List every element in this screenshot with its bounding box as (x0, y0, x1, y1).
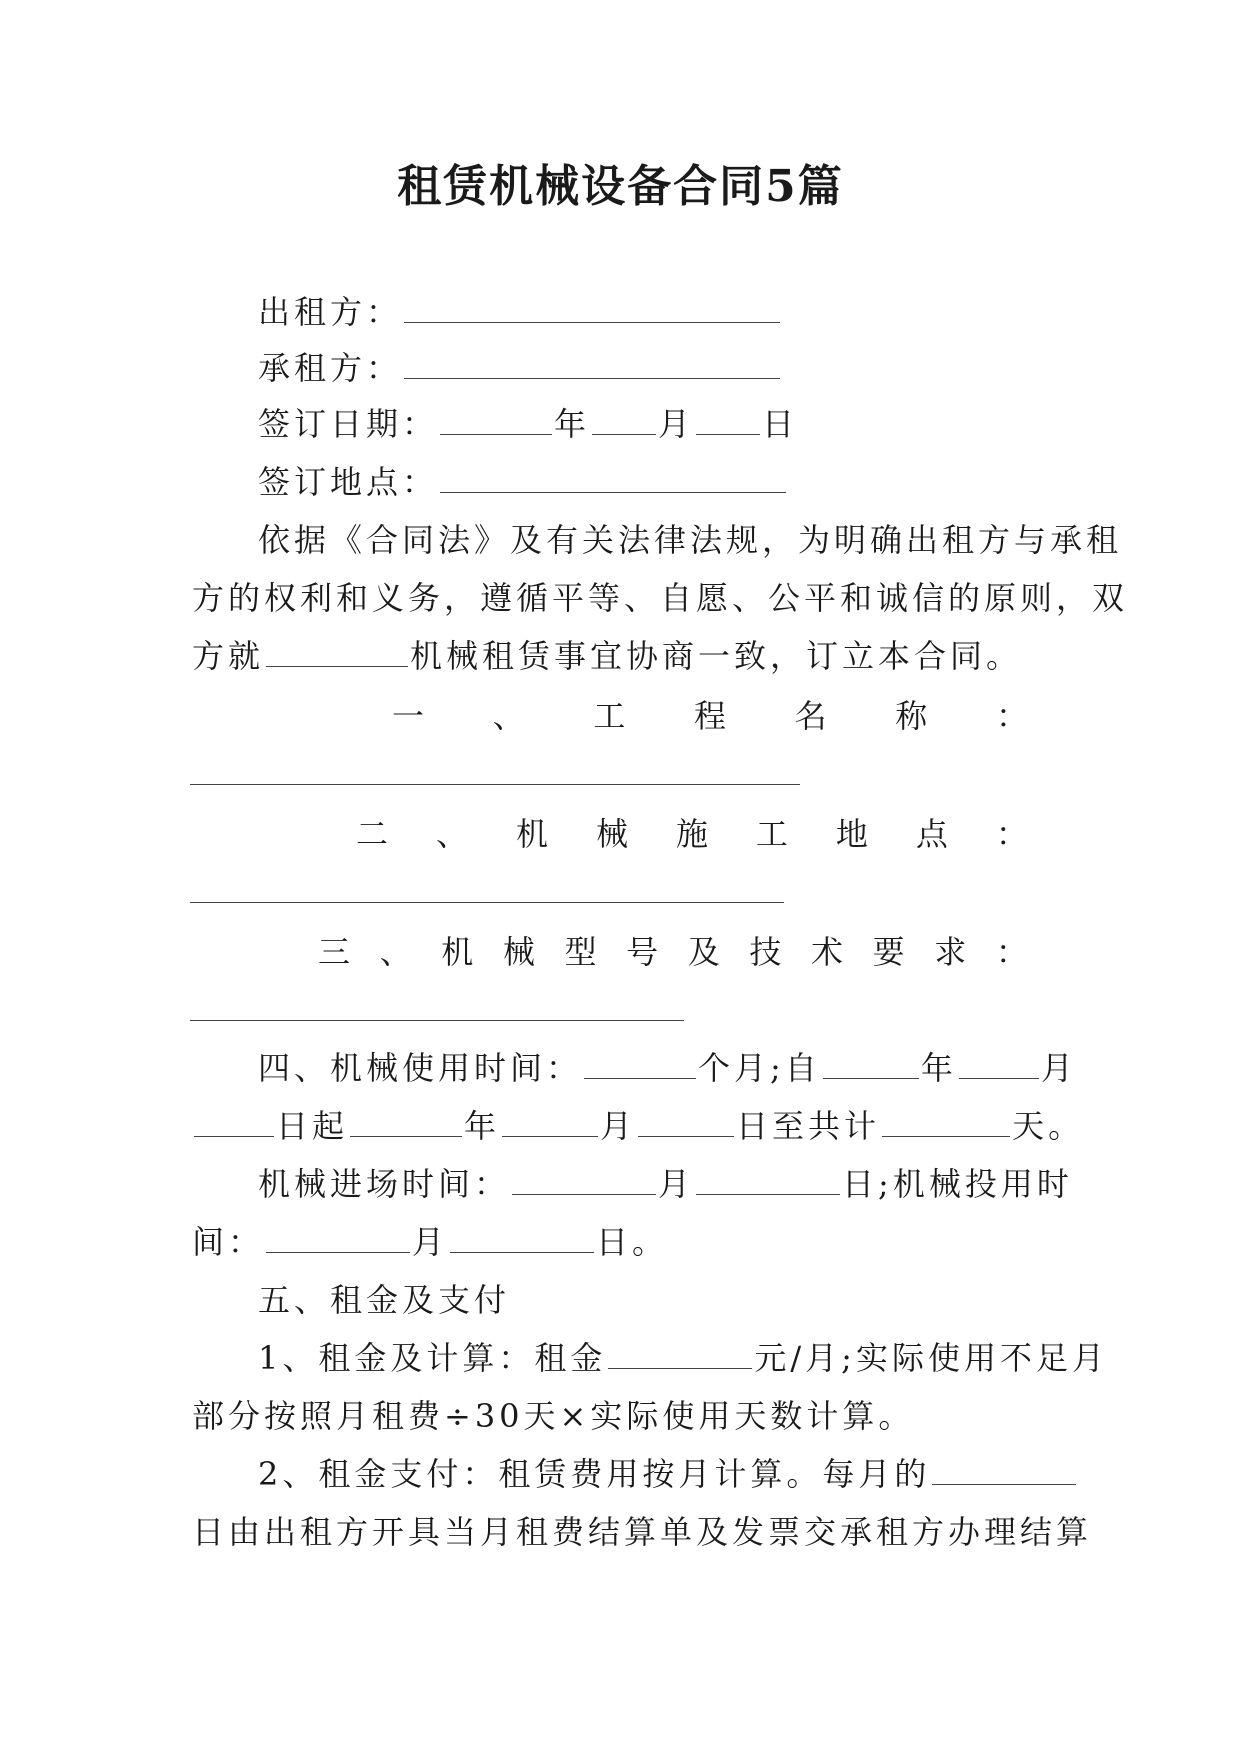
payment-day-blank[interactable] (932, 1454, 1076, 1485)
end-month-label: 月 (600, 1107, 637, 1145)
s3-char: 、 (379, 933, 412, 971)
s3-char: 号 (626, 933, 659, 971)
s2-char: 二 (356, 815, 389, 853)
section-3-heading (318, 930, 1028, 974)
entry-month-blank[interactable] (512, 1164, 656, 1195)
sign-day-blank[interactable] (696, 404, 760, 435)
intro-line-3-end: 机械租赁事宜协商一致，订立本合同。 (410, 637, 1023, 675)
s3-char: 三 (318, 933, 351, 971)
sign-date-line (258, 402, 1052, 446)
construction-site-blank[interactable] (190, 902, 784, 903)
s1-char: 称 (895, 697, 928, 735)
entry-day-label: 日;机械投用时 (842, 1165, 1073, 1203)
lessee-line (258, 346, 1052, 390)
start-month-blank[interactable] (959, 1048, 1039, 1079)
rent-calc-line-1 (258, 1336, 1108, 1380)
s1-char: 程 (693, 697, 726, 735)
s3-char: ： (995, 933, 1028, 971)
s1-char: ： (995, 697, 1028, 735)
s3-char: 械 (502, 933, 535, 971)
rent-calc-line-2: 部分按照月租费÷30天×实际使用天数计算。 (192, 1397, 915, 1435)
start-year-blank[interactable] (823, 1048, 919, 1079)
months-from-label: 个月;自 (698, 1049, 821, 1087)
commission-day-blank[interactable] (450, 1222, 594, 1253)
section-1-heading (392, 694, 1028, 738)
end-year-blank[interactable] (350, 1106, 462, 1137)
section-5-heading: 五、租金及支付 (258, 1281, 511, 1319)
end-day-blank[interactable] (638, 1106, 734, 1137)
lessor-blank[interactable] (404, 292, 780, 323)
days-label: 天。 (1012, 1107, 1085, 1145)
day-label: 日 (762, 405, 799, 443)
lessor-label: 出租方： (258, 293, 403, 331)
end-day-total-label: 日至共计 (736, 1107, 881, 1145)
usage-time-line-2 (192, 1104, 1085, 1148)
model-requirements-blank[interactable] (190, 1020, 684, 1021)
start-year-label: 年 (920, 1049, 957, 1087)
sign-place-blank[interactable] (440, 462, 786, 493)
monthly-rent-blank[interactable] (608, 1338, 752, 1369)
s1-char: 、 (492, 697, 525, 735)
machine-name-blank[interactable] (266, 636, 408, 667)
document-title: 租赁机械设备合同5篇 (397, 161, 844, 212)
s2-char: 、 (435, 815, 468, 853)
usage-time-line-1 (258, 1046, 1077, 1090)
lessee-blank[interactable] (404, 348, 780, 379)
rent-payment-label: 2、租金支付：租赁费用按月计算。每月的 (258, 1455, 931, 1493)
end-month-blank[interactable] (502, 1106, 598, 1137)
months-blank[interactable] (584, 1048, 696, 1079)
intro-line-2: 方的权利和义务，遵循平等、自愿、公平和诚信的原则，双 (192, 579, 1129, 617)
entry-time-label: 机械进场时间： (258, 1165, 511, 1203)
rent-calc-label: 1、租金及计算：租金 (258, 1339, 607, 1377)
s2-char: 工 (755, 815, 788, 853)
commission-month-label: 月 (412, 1223, 449, 1261)
lessee-label: 承租方： (258, 349, 403, 387)
s3-char: 求 (934, 933, 967, 971)
rent-unit-label: 元/月;实际使用不足月 (754, 1339, 1108, 1377)
sign-place-label: 签订地点： (258, 463, 439, 501)
project-name-blank[interactable] (190, 784, 800, 785)
entry-time-line-2 (192, 1220, 1052, 1264)
s3-char: 机 (441, 933, 474, 971)
month-label: 月 (658, 405, 695, 443)
s2-char: 械 (595, 815, 628, 853)
s3-char: 型 (564, 933, 597, 971)
s2-char: 点 (915, 815, 948, 853)
intro-line-3 (192, 634, 1052, 678)
year-label: 年 (554, 405, 591, 443)
commission-month-blank[interactable] (266, 1222, 410, 1253)
start-month-label: 月 (1040, 1049, 1077, 1087)
intro-line-3-start: 方就 (192, 637, 265, 675)
s2-char: 地 (835, 815, 868, 853)
s2-char: ： (995, 815, 1028, 853)
intro-line-1: 依据《合同法》及有关法律法规，为明确出租方与承租 (258, 521, 1123, 559)
start-day-blank[interactable] (194, 1106, 274, 1137)
entry-month-label: 月 (658, 1165, 695, 1203)
sign-year-blank[interactable] (440, 404, 552, 435)
sign-place-line (258, 460, 1052, 504)
total-days-blank[interactable] (882, 1106, 1010, 1137)
s3-char: 术 (811, 933, 844, 971)
sign-month-blank[interactable] (592, 404, 656, 435)
entry-day-blank[interactable] (696, 1164, 840, 1195)
s3-char: 要 (872, 933, 905, 971)
start-day-label: 日起 (276, 1107, 349, 1145)
rent-payment-line-2: 日由出租方开具当月租费结算单及发票交承租方办理结算 (192, 1513, 1093, 1551)
s2-char: 机 (515, 815, 548, 853)
entry-time-line-1 (258, 1162, 1073, 1206)
s1-char: 工 (593, 697, 626, 735)
section-2-heading (356, 812, 1028, 856)
sign-date-label: 签订日期： (258, 405, 439, 443)
usage-time-label: 四、机械使用时间： (258, 1049, 583, 1087)
s1-char: 名 (794, 697, 827, 735)
lessor-line (258, 290, 1052, 334)
s2-char: 施 (675, 815, 708, 853)
s1-char: 一 (392, 697, 425, 735)
rent-payment-line-1 (258, 1452, 1052, 1496)
end-year-label: 年 (464, 1107, 501, 1145)
s3-char: 及 (687, 933, 720, 971)
commission-day-label: 日。 (596, 1223, 669, 1261)
commission-time-label: 间： (192, 1223, 265, 1261)
s3-char: 技 (749, 933, 782, 971)
